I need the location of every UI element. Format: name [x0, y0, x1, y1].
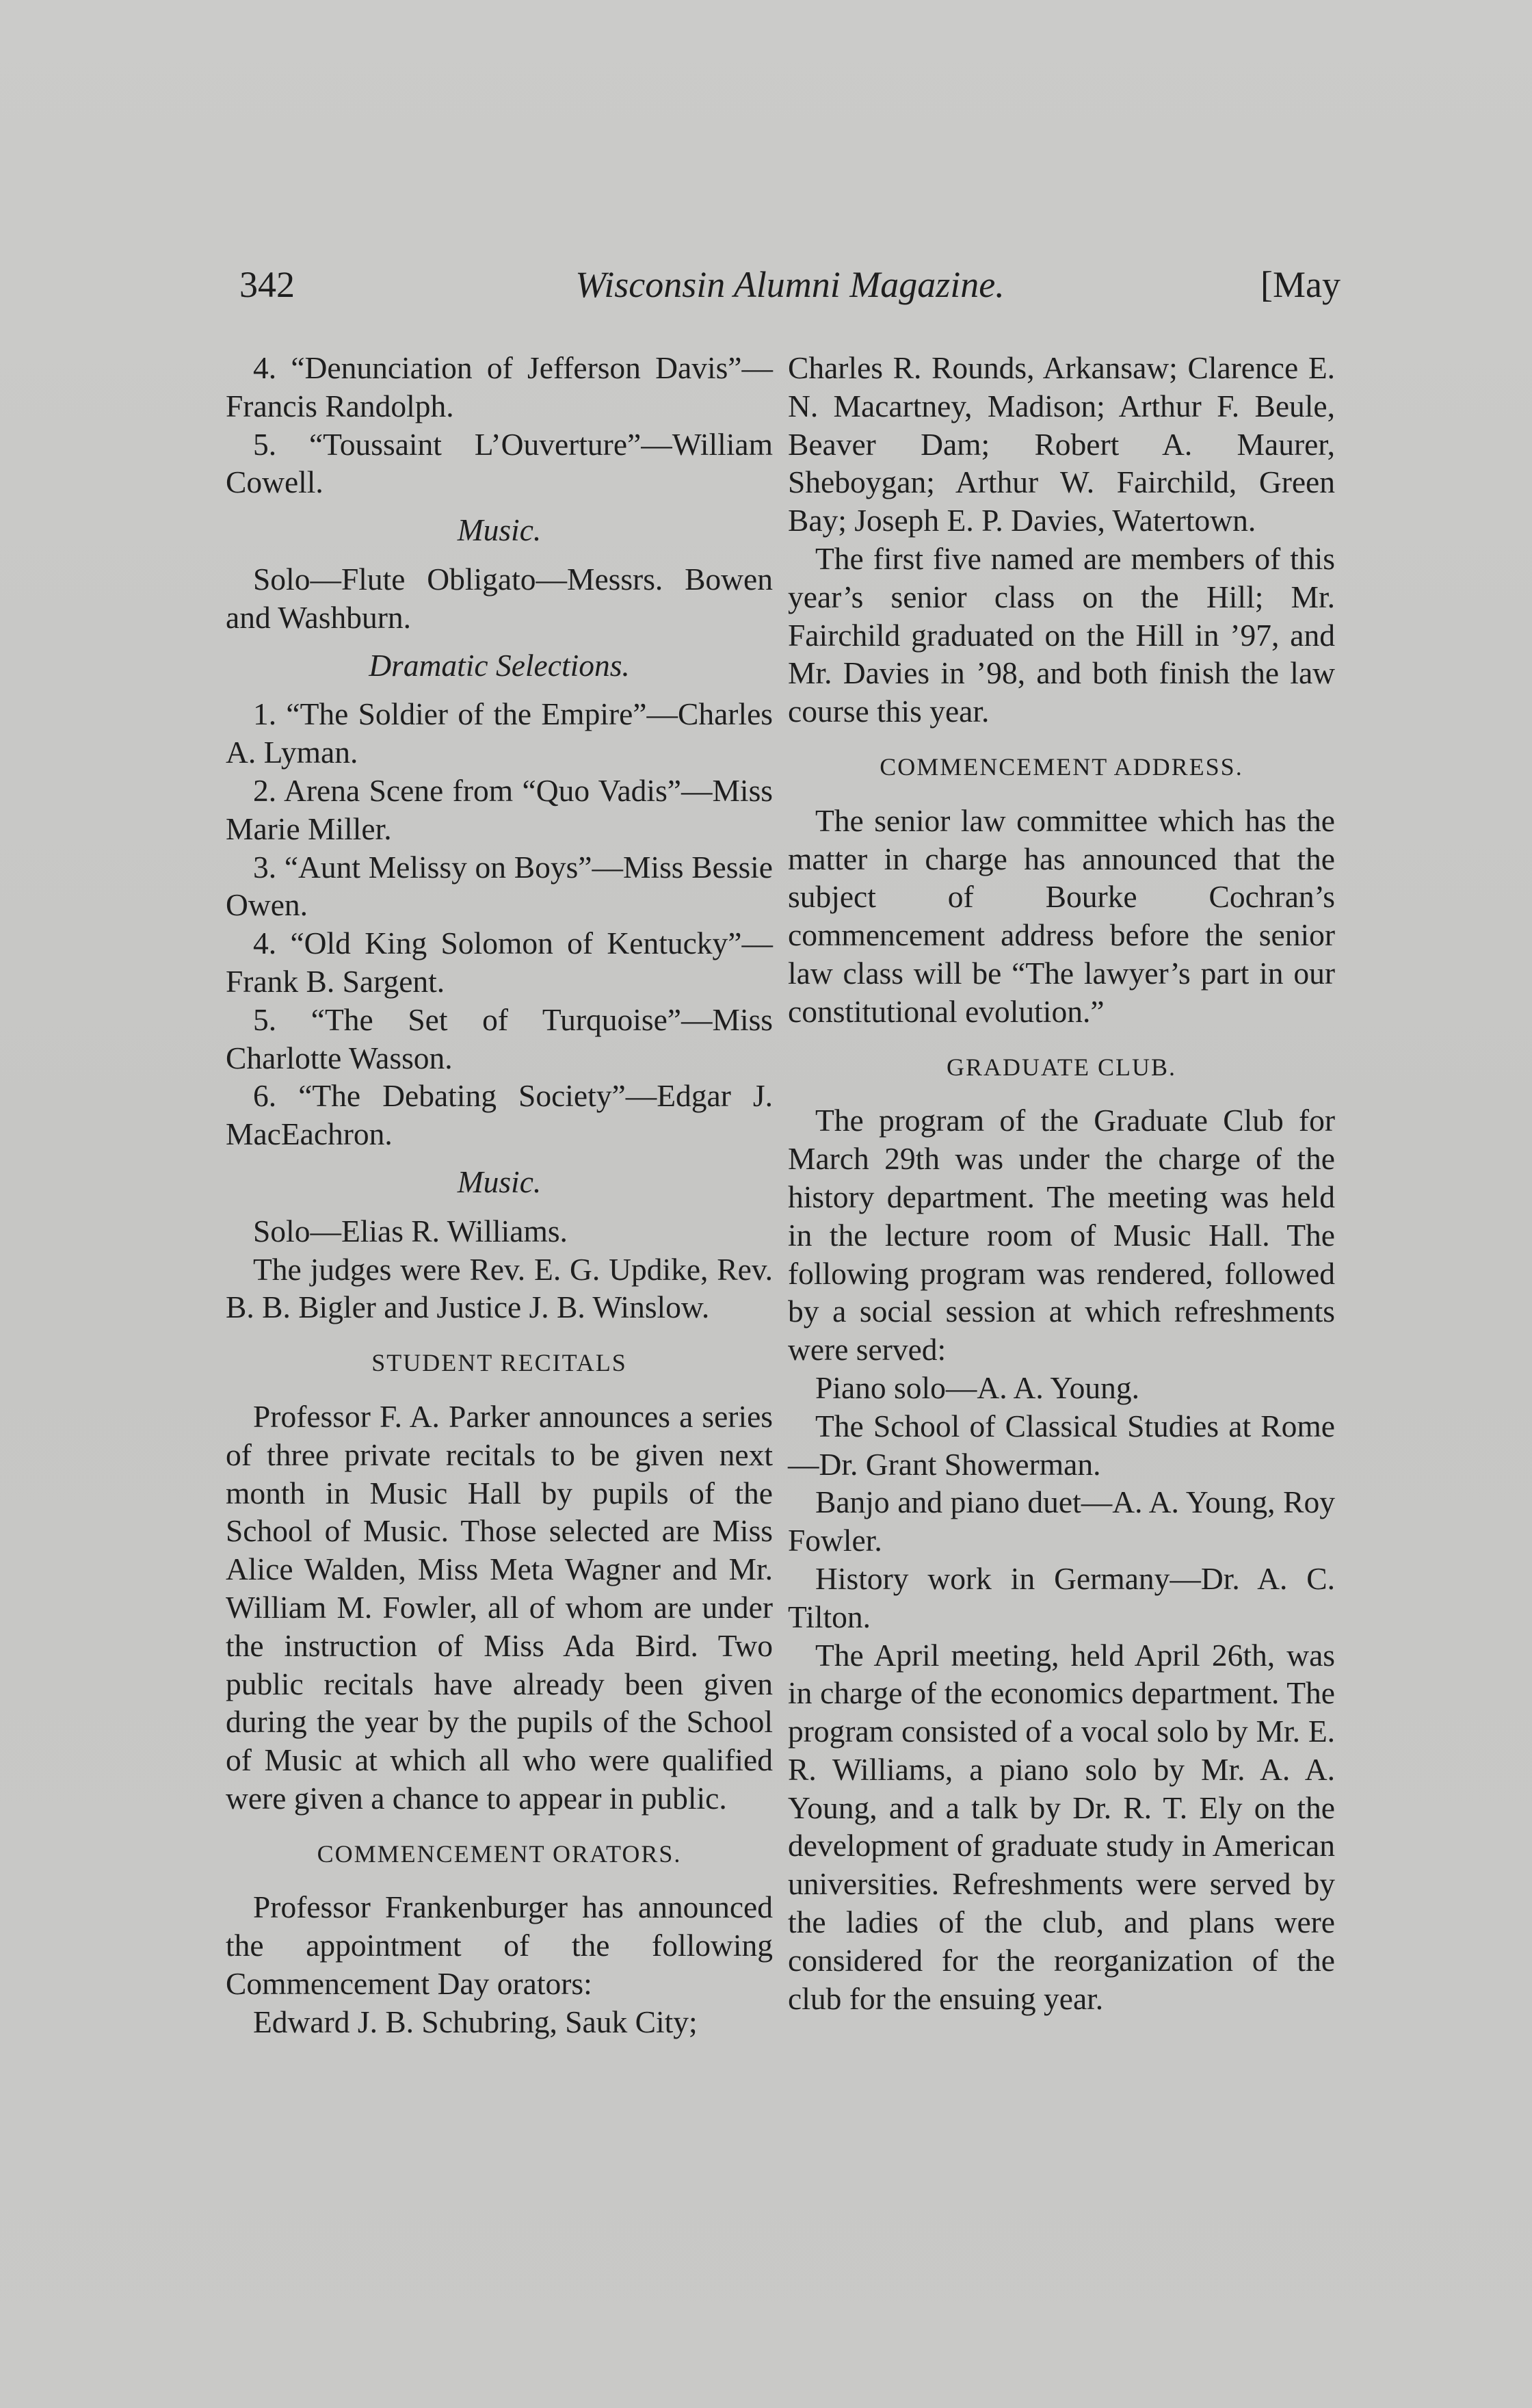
judges-paragraph: The judges were Rev. E. G. Updike, Rev. B. B. Bigler and Justice J. B. Winslow.	[226, 1251, 773, 1325]
dramatic-item: 4. “Old King Solomon of Kentucky”—Frank B. Sargent.	[226, 926, 773, 999]
program-item: The School of Classical Studies at Rome—Dr. Grant Showerman.	[788, 1408, 1335, 1482]
recitals-paragraph: Professor F. A. Parker announces a series of three private recitals to be given next month in Music Hall by pupils of the School of Music. Those selected are Miss Alice Walden, Miss Meta Wagner and Mr. William M. Fowler, all of whom are under the instruction of Miss Ada Bird. Two public recitals have already been given during the year by the pupils of the School of Music at which all who were qualified were given a chance to appear in public.	[226, 1398, 773, 1816]
program-item: Piano solo—A. A. Young.	[815, 1370, 1140, 1405]
running-header	[239, 263, 1340, 325]
orators-paragraph: Professor Frankenburger has announced the appointment of the following Commencement Day orators:	[226, 1889, 773, 2002]
program-item: History work in Germany—Dr. A. C. Tilton.	[788, 1560, 1335, 1634]
issue-month: [May	[1260, 264, 1340, 305]
section-heading: COMMENCEMENT ORATORS.	[317, 1840, 682, 1868]
right-column	[788, 349, 1335, 2017]
magazine-title: Wisconsin Alumni Magazine.	[575, 264, 1005, 305]
dramatic-item: 2. Arena Scene from “Quo Vadis”—Miss Marie Miller.	[226, 772, 773, 846]
orators-list: Edward J. B. Schubring, Sauk City;	[253, 2004, 698, 2039]
dramatic-item: 1. “The Soldier of the Empire”—Charles A. Lyman.	[226, 696, 773, 770]
address-paragraph: The senior law committee which has the matter in charge has announced that the subject of Bourke Cochran’s commencement address before the senior law class will be “The lawyer’s part in our constitutional evolution.”	[788, 802, 1335, 1029]
music-subheading: Music.	[457, 1164, 542, 1199]
april-meeting-paragraph: The April meeting, held April 26th, was in charge of the economics department. The program consisted of a vocal solo by Mr. E. R. Williams, a piano solo by Mr. A. A. Young, and a talk by Dr. R. T. Ely on the development of graduate study in American universities. Refreshments were served by the ladies of the club, and plans were considered for the reorganization of the club for the ensuing year.	[788, 1637, 1335, 2016]
music-item: Solo—Flute Obligato—Messrs. Bowen and Washburn.	[226, 561, 773, 635]
club-paragraph: The program of the Graduate Club for March 29th was under the charge of the history department. The meeting was held in the lecture room of Music Hall. The following program was rendered, followed by a social session at which refreshments were served:	[788, 1103, 1335, 1367]
section-heading: STUDENT RECITALS	[371, 1349, 627, 1377]
dramatic-item: 5. “The Set of Turquoise”—Miss Charlotte Wasson.	[226, 1002, 773, 1075]
dramatic-subheading: Dramatic Selections.	[369, 647, 630, 683]
left-column	[226, 349, 773, 2041]
oration-item: 4. “Denunciation of Jefferson Davis”—Francis Randolph.	[226, 350, 773, 423]
dramatic-item: 6. “The Debating Society”—Edgar J. MacEachron.	[226, 1078, 773, 1152]
dramatic-item: 3. “Aunt Melissy on Boys”—Miss Bessie Owen.	[226, 849, 773, 923]
orators-list-continued: Charles R. Rounds, Arkansaw; Clarence E. N. Macartney, Madison; Arthur F. Beule, Beaver Dam; Robert A. Maurer, Sheboygan; Arthur W. Fairchild, Green Bay; Joseph E. P. Davies, Watertown.	[788, 350, 1335, 538]
page-number: 342	[239, 264, 295, 305]
music-subheading: Music.	[457, 512, 542, 548]
oration-item: 5. “Toussaint L’Ouverture”—William Cowell.	[226, 426, 773, 500]
program-item: Banjo and piano duet—A. A. Young, Roy Fowler.	[788, 1484, 1335, 1558]
section-heading: GRADUATE CLUB.	[946, 1053, 1176, 1081]
orators-note: The first five named are members of this year’s senior class on the Hill; Mr. Fairchild graduated on the Hill in ’97, and Mr. Davies in ’98, and both finish the law course this year.	[788, 540, 1335, 729]
music-item: Solo—Elias R. Williams.	[253, 1213, 568, 1248]
section-heading: COMMENCEMENT ADDRESS.	[880, 752, 1243, 781]
